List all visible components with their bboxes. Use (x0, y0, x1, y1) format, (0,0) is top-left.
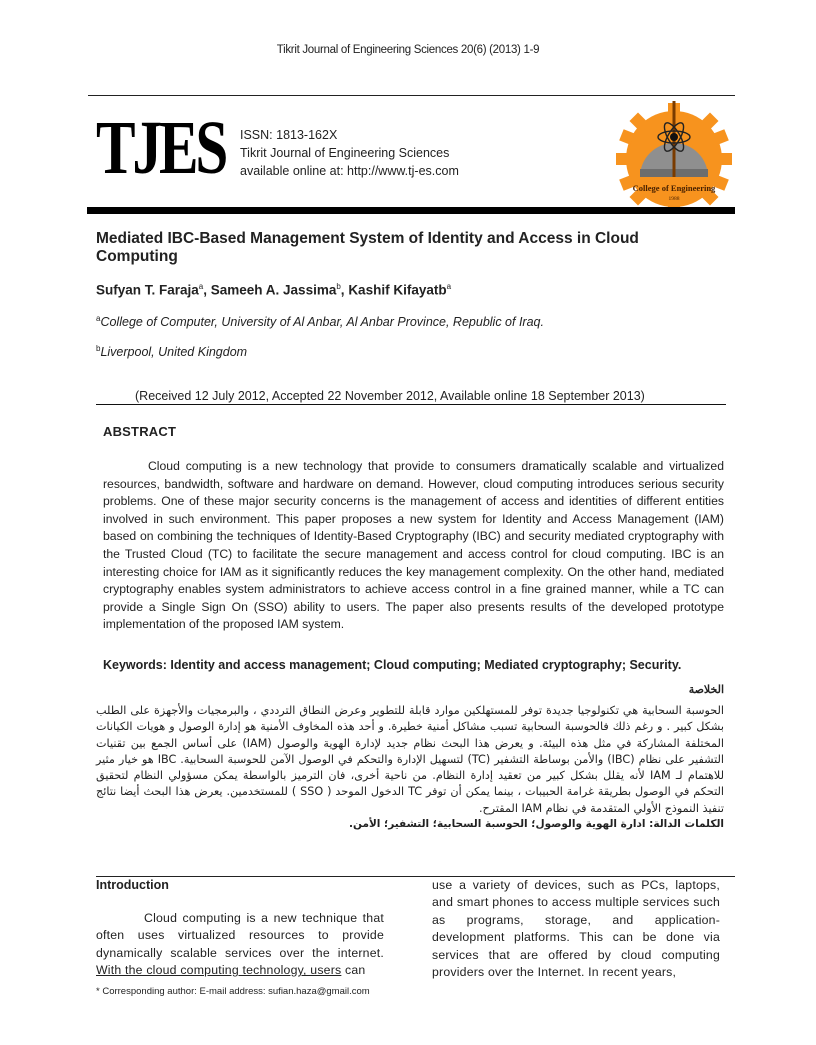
journal-url: available online at: http://www.tj-es.com (240, 164, 459, 178)
journal-logo: TJES (96, 106, 226, 190)
author-affil-mark: a (446, 282, 452, 291)
author-name: Sufyan T. Faraja (96, 282, 199, 298)
author-list: Sufyan T. Faraja$^a$, Sameeh A. Jassima$^b$, Kashif Kifayatb$^a$ (96, 282, 452, 298)
affil-text: Liverpool, United Kingdom (100, 345, 248, 360)
affiliation-a (96, 314, 544, 329)
abstract-body (103, 458, 724, 634)
university-seal-icon (612, 99, 736, 211)
masthead-bar (87, 207, 735, 214)
author-affil-mark: a (198, 282, 204, 291)
running-head: Tikrit Journal of Engineering Sciences 20(6) (2013) 1-9 (276, 44, 540, 56)
affil-text: College of Computer, University of Al Anbar, Al Anbar Province, Republic of Iraq. (100, 315, 544, 330)
intro-text: Cloud computing is a new technique that often uses virtualized resources to provide dynamically scalable services over the internet. (96, 911, 384, 960)
introduction-heading: Introduction (96, 878, 169, 892)
article-dates: (Received 12 July 2012, Accepted 22 November 2012, Available online 18 September 2013) (96, 389, 726, 405)
keywords: Keywords: Identity and access management; Cloud computing; Mediated cryptography; Security. (103, 658, 682, 672)
abstract-text: Cloud computing is a new technology that provide to consumers dramatically scalable and virtualized resources, bandwidth, software and hardware on demand. However, cloud computing introduces serious security problems. One of these major security concerns is the management of access and identities of different entities involved in such environment. This paper proposes a new system for Identity and Access Management (IAM) based on combining the techniques of Identity-Based Cryptography (IBC) and security mediated cryptography with the Trusted Cloud (TC) to facilitate the secure management and access control for cloud computing. IBC is an interesting choice for IAM as it significantly reduces the key management complexity. On the other hand, mediated cryptography enables system administrators to achieve access control in a fine grained manner, while a TC can provide a Single Sign On (SSO) ability to users. The paper also presents results of the developed prototype implementation of the proposed IAM system. (103, 459, 724, 632)
affiliation-b (96, 344, 247, 359)
issn: ISSN: 1813-162X (240, 128, 338, 142)
header-rule (88, 95, 735, 96)
journal-name: Tikrit Journal of Engineering Sciences (240, 146, 450, 160)
seal-college-text: College of Engineering (632, 183, 716, 193)
intro-left-column (96, 910, 384, 980)
intro-underlined-text: With the cloud computing technology, users (96, 963, 342, 978)
affil-mark: b (96, 344, 101, 353)
corresponding-author-footnote: * Corresponding author: E-mail address: sufian.haza@gmail.com (96, 986, 370, 997)
intro-text-tail: can (341, 963, 366, 978)
affil-mark: a (96, 314, 101, 323)
author-name: Kashif Kifayatb (348, 282, 447, 298)
author-affil-mark: b (336, 282, 341, 291)
author-name: Sameeh A. Jassima (210, 282, 337, 298)
arabic-abstract-heading: الخلاصة (688, 684, 724, 696)
seal-year-text: 1988 (668, 196, 680, 202)
arabic-keywords: الكلمات الدالة: ادارة الهوية والوصول؛ الحوسبة السحابية؛ التشفير؛ الأمن. (349, 818, 724, 830)
abstract-heading: ABSTRACT (103, 424, 177, 439)
arabic-abstract-body: الحوسبة السحابية هي تكنولوجيا جديدة توفر للمستهلكين موارد قابلة للتطوير وعرض النطاق الترددي ، والبرمجيات والأجهزة على الطلب بشكل كبير . و رغم ذلك فالحوسبة السحابية تسبب مشاكل أمنية خطيرة. و أحد هذه المخاوف الأمنية هو إدارة الوصول و هويات الكيانات المختلفة المشاركة في مثل هذه البيئة. و يعرض هذا البحث نظام جديد لإدارة الهوية والوصول (IAM) على أساس الجمع بين تقنيات التشفير على نظام (IBC) والأمن بوساطة التشفير (TC) لتسهيل الإدارة والتحكم في الوصول الآمن للحوسبة السحابية. IBC هو خيار مثير للاهتمام لـ IAM لأنه يقلل بشكل كبير من تعقيد إدارة النظام. من ناحية أخرى، فان الترميز بالواسطة يمكن مسؤولي النظام لتحقيق التحكم في الوصول بطريقة غرامة الحبيبات ، بينما يمكن أن توفر TC الدخول الموحد ( SSO ) للمستخدمين. يعرض هذا البحث أيضا نتائج تنفيذ النموذج الأولي المتقدمة في نظام IAM المقترح. (96, 704, 725, 815)
article-title: Mediated IBC-Based Management System of Identity and Access in Cloud Computing (96, 230, 639, 265)
journal-info (240, 126, 459, 180)
intro-right-column: use a variety of devices, such as PCs, laptops, and smart phones to access multiple services such as programs, storage, and application-development platforms. This can be done via services that are offered by cloud computing providers over the Internet. In recent years, (432, 878, 720, 980)
